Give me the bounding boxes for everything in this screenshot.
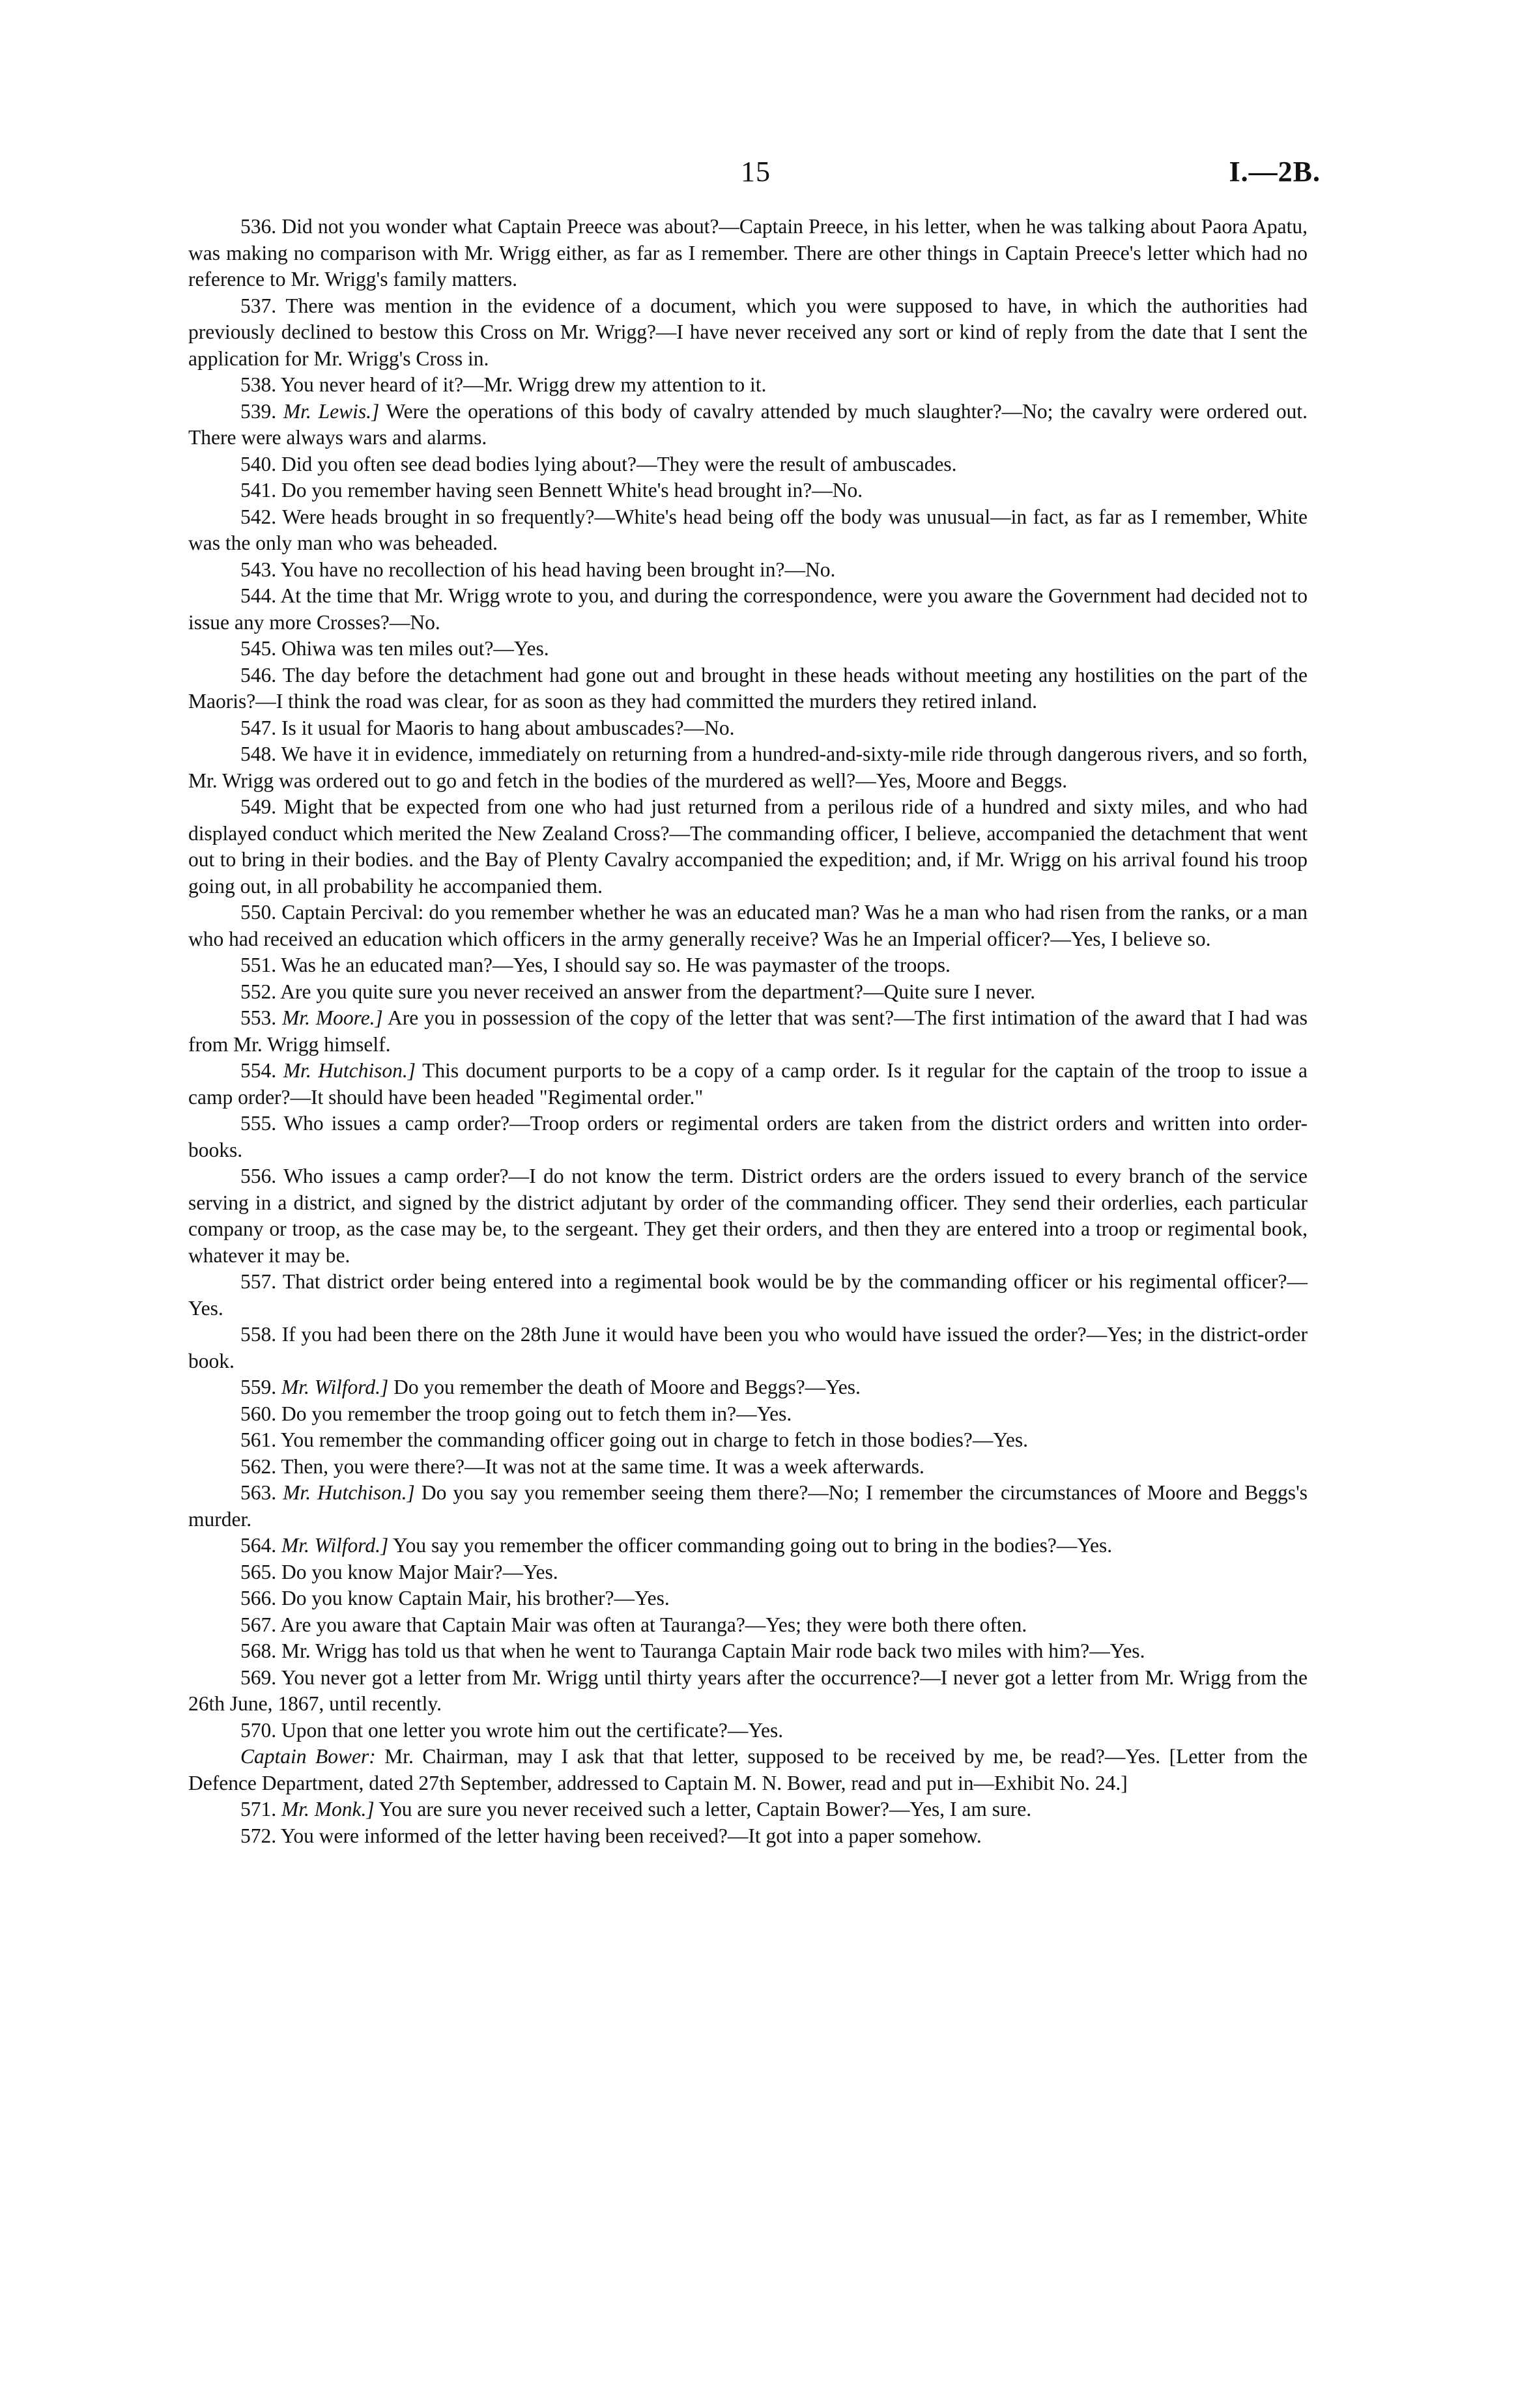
speaker-label: Mr. Wilford.] [281,1534,389,1557]
entry-number: 553. [240,1006,277,1029]
testimony-entry [188,1533,1308,1559]
testimony-entry [188,1665,1308,1718]
entry-text: This document purports to be a copy of a camp order. Is it regular for the captain of the troop to issue a camp order?—It should have been headed "Regimental order." [188,1059,1308,1109]
testimony-entry [188,1823,1308,1850]
testimony-entry [188,583,1308,636]
entry-text: Do you say you remember seeing them there?—No; I remember the circumstances of Moore and Beggs's murder. [188,1481,1308,1531]
entry-text: 542. Were heads brought in so frequently?—White's head being off the body was unusual—in fact, as far as I remember, White was the only man who was beheaded. [188,505,1308,554]
testimony-entry [188,1585,1308,1612]
entry-text: 560. Do you remember the troop going out to fetch them in?—Yes. [240,1402,792,1425]
entry-text: 567. Are you aware that Captain Mair was often at Tauranga?—Yes; they were both there often. [240,1613,1027,1636]
entry-text: You say you remember the officer commanding going out to bring in the bodies?—Yes. [392,1534,1113,1557]
testimony-entry [188,293,1308,373]
entry-text: 546. The day before the detachment had gone out and brought in these heads without meeting any hostilities on the part of the Maoris?—I think the road was clear, for as soon as they had committed the murders they retired inland. [188,663,1308,713]
testimony-entry [188,557,1308,584]
entry-text: 561. You remember the commanding officer going out in charge to fetch in those bodies?—Yes. [240,1428,1029,1451]
entry-text: 536. Did not you wonder what Captain Preece was about?—Captain Preece, in his letter, when he was talking about Paora Apatu, was making no comparison with Mr. Wrigg either, as far as I remember. There are other things in Captain Preece's letter which had no reference to Mr. Wrigg's family matters. [188,215,1308,290]
testimony-entry [188,1796,1308,1823]
testimony-entry [188,1718,1308,1744]
testimony-body [188,214,1308,1849]
testimony-entry [188,1005,1308,1058]
testimony-entry [188,1454,1308,1480]
entry-text: 537. There was mention in the evidence of a document, which you were supposed to have, in which the authorities had previously declined to bestow this Cross on Mr. Wrigg?—I have never received any sort or kind of reply from the date that I sent the application for Mr. Wrigg's Cross in. [188,294,1308,370]
testimony-entry [188,504,1308,557]
testimony-entry [188,399,1308,451]
testimony-entry [188,1111,1308,1163]
testimony-entry [188,1269,1308,1322]
testimony-entry [188,1374,1308,1401]
page-number: 15 [741,156,771,188]
testimony-entry [188,1612,1308,1639]
testimony-entry [188,979,1308,1006]
entry-text: 550. Captain Percival: do you remember whether he was an educated man? Was he a man who had risen from the ranks, or a man who had received an education which officers in the army generally receive? Was he an Imperial officer?—Yes, I believe so. [188,901,1308,950]
speaker-label: Mr. Hutchison.] [283,1059,416,1082]
entry-text: 541. Do you remember having seen Bennett White's head brought in?—No. [240,479,863,502]
entry-text: Were the operations of this body of cavalry attended by much slaughter?—No; the cavalry were ordered out. There were always wars and alarms. [188,399,1308,449]
testimony-entry [188,741,1308,794]
entry-text: 552. Are you quite sure you never received an answer from the department?—Quite sure I never. [240,980,1036,1003]
entry-text: You are sure you never received such a letter, Captain Bower?—Yes, I am sure. [379,1798,1032,1820]
entry-number: 563. [240,1481,277,1504]
entry-number: 539. [240,399,277,423]
testimony-entry [188,1401,1308,1428]
testimony-entry [188,451,1308,478]
entry-text: 572. You were informed of the letter having been received?—It got into a paper somehow. [240,1824,982,1847]
entry-text: 555. Who issues a camp order?—Troop orders or regimental orders are taken from the district orders and written into order-books. [188,1112,1308,1161]
testimony-entry [188,1480,1308,1533]
entry-text: Are you in possession of the copy of the letter that was sent?—The first intimation of the award that I had was from Mr. Wrigg himself. [188,1006,1308,1056]
testimony-entry [188,1163,1308,1269]
entry-text: 551. Was he an educated man?—Yes, I should say so. He was paymaster of the troops. [240,954,951,976]
entry-text: 549. Might that be expected from one who had just returned from a perilous ride of a hundred and sixty miles, and who had displayed conduct which merited the New Zealand Cross?—The commanding officer, I believe, accompanied the detachment that went out to bring in their bodies. and the Bay of Plenty Cavalry accompanied the expedition; and, if Mr. Wrigg on his arrival found his troop going out, in all probability he accompanied them. [188,795,1308,898]
testimony-entry [188,794,1308,899]
entry-text: 543. You have no recollection of his head having been brought in?—No. [240,558,836,581]
speaker-label: Mr. Moore.] [282,1006,383,1029]
testimony-entry [188,899,1308,952]
entry-text: 540. Did you often see dead bodies lying about?—They were the result of ambuscades. [240,452,957,475]
entry-text: 570. Upon that one letter you wrote him out the certificate?—Yes. [240,1718,784,1742]
entry-text: 545. Ohiwa was ten miles out?—Yes. [240,637,549,660]
testimony-entry [188,636,1308,662]
speaker-label: Mr. Lewis.] [283,399,380,423]
testimony-entry [188,1744,1308,1796]
speaker-label: Captain Bower: [240,1745,376,1768]
testimony-entry [188,477,1308,504]
testimony-entry [188,715,1308,742]
speaker-label: Mr. Monk.] [281,1798,375,1820]
document-reference: I.—2B. [1229,156,1321,188]
entry-text: Mr. Chairman, may I ask that that letter, supposed to be received by me, be read?—Yes. [Letter from the Defence Department, dated 27th September, addressed to Captain M. N. Bower, read and put in—Exhibit No. 24.] [188,1745,1308,1794]
entry-number: 571. [240,1798,277,1820]
testimony-entry [188,1322,1308,1374]
entry-text: 562. Then, you were there?—It was not at the same time. It was a week afterwards. [240,1454,924,1478]
entry-text: 568. Mr. Wrigg has told us that when he went to Tauranga Captain Mair rode back two miles with him?—Yes. [240,1639,1145,1662]
testimony-entry [188,214,1308,293]
testimony-entry [188,1058,1308,1111]
entry-text: 538. You never heard of it?—Mr. Wrigg drew my attention to it. [240,373,767,396]
entry-text: 558. If you had been there on the 28th June it would have been you who would have issued the order?—Yes; in the district-order book. [188,1323,1308,1372]
testimony-entry [188,1638,1308,1665]
entry-text: 566. Do you know Captain Mair, his brother?—Yes. [240,1587,670,1609]
testimony-entry [188,372,1308,399]
entry-text: 569. You never got a letter from Mr. Wrigg until thirty years after the occurrence?—I never got a letter from Mr. Wrigg from the 26th June, 1867, until recently. [188,1665,1308,1715]
speaker-label: Mr. Hutchison.] [283,1481,415,1504]
entry-number: 554. [240,1059,277,1082]
testimony-entry [188,662,1308,715]
entry-number: 559. [240,1376,277,1398]
speaker-label: Mr. Wilford.] [281,1376,389,1398]
testimony-entry [188,1559,1308,1586]
entry-text: 565. Do you know Major Mair?—Yes. [240,1560,558,1583]
testimony-entry [188,952,1308,979]
testimony-entry [188,1427,1308,1454]
entry-text: 548. We have it in evidence, immediately on returning from a hundred-and-sixty-mile ride through dangerous rivers, and so forth, Mr. Wrigg was ordered out to go and fetch in the bodies of the murdered as well?—Yes, Moore and Beggs. [188,743,1308,792]
entry-text: 557. That district order being entered into a regimental book would be by the commanding officer or his regimental officer?—Yes. [188,1270,1308,1320]
entry-number: 564. [240,1534,277,1557]
entry-text: Do you remember the death of Moore and Beggs?—Yes. [393,1376,861,1398]
entry-text: 547. Is it usual for Maoris to hang about ambuscades?—No. [240,716,735,739]
entry-text: 556. Who issues a camp order?—I do not know the term. District orders are the orders issued to every branch of the service serving in a district, and signed by the district adjutant by order of the commanding officer. They send their orderlies, each particular company or troop, as the case may be, to the sergeant. They get their orders, and then they are entered into a troop or regimental book, whatever it may be. [188,1165,1308,1267]
entry-text: 544. At the time that Mr. Wrigg wrote to you, and during the correspondence, were you aware the Government had decided not to issue any more Crosses?—No. [188,584,1308,634]
